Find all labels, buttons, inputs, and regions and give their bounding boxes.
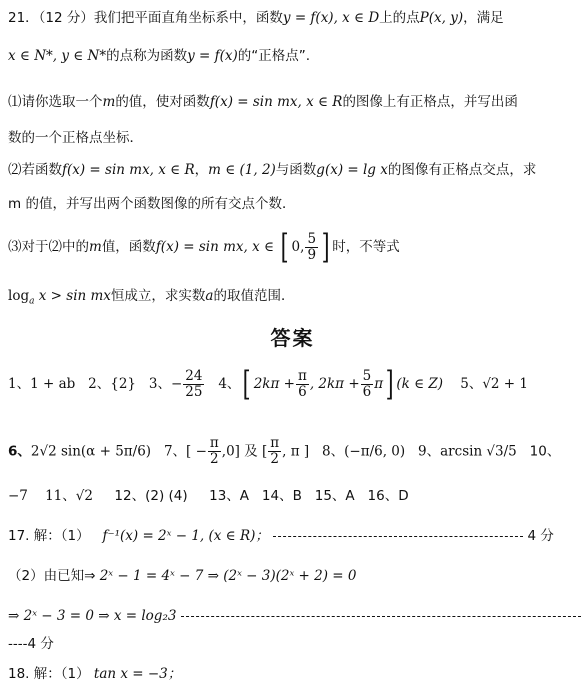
q21-p2-text: ， xyxy=(194,162,209,178)
q21-part3-line-1 xyxy=(8,227,579,267)
answer-14: 14、B xyxy=(261,488,302,504)
fraction-numerator: π xyxy=(297,367,307,384)
fraction-denominator: 25 xyxy=(185,383,203,400)
solution-17-line-2 xyxy=(8,566,579,586)
q21-part1-line-1 xyxy=(8,92,579,112)
fraction-numerator: π xyxy=(209,435,219,451)
log-base: a xyxy=(29,296,35,307)
answer-13: 13、A xyxy=(209,488,250,504)
fraction-denominator: 6 xyxy=(298,383,307,400)
q21-p2-function: f(x) = sin mx, x ∈ R xyxy=(62,162,195,178)
solution-17-line-1 xyxy=(8,526,579,546)
answer-4-domain: (k ∈ Z) xyxy=(396,376,444,392)
answer-10-label: 10、 xyxy=(529,443,561,460)
solution-17-line-3 xyxy=(8,606,579,626)
q21-p2-g: g(x) = lg x xyxy=(316,162,388,178)
solution-18-eq: tan x = −3； xyxy=(93,666,182,682)
q21-part3-line-2 xyxy=(8,286,579,312)
q21-p1-text: 的图像上有正格点，并写出函 xyxy=(342,94,518,110)
q21-p3-m: m xyxy=(89,239,102,255)
answer-11: 11、√2 xyxy=(45,488,93,504)
q21-p2-m-range: m ∈ (1, 2) xyxy=(208,162,276,178)
q21-line-1 xyxy=(8,8,579,28)
dashed-line xyxy=(273,536,523,537)
answer-heading: 答案 xyxy=(270,326,315,350)
answer-4-fraction-1 xyxy=(296,369,309,400)
q21-function-def: y = f(x), x ∈ D xyxy=(282,10,380,26)
q21-p3-text: 恒成立，求实数 xyxy=(110,288,206,304)
fraction-numerator: 5 xyxy=(362,367,372,384)
answer-16: 16、D xyxy=(367,488,409,504)
answer-6: 2√2 sin(α + 5π/6) xyxy=(30,443,152,460)
q21-text: 上的点 xyxy=(379,10,420,26)
solution-17-score-2: ----4 分 xyxy=(8,636,54,652)
q21-function: y = f(x) xyxy=(187,48,238,64)
answer-4-part: π xyxy=(374,376,384,392)
solution-17-p2-eq: 2ˣ − 1 = 4ˣ − 7 ⇒ (2ˣ − 3)(2ˣ + 2) = 0 xyxy=(99,568,357,584)
q21-text: 的“正格点”. xyxy=(237,48,311,64)
q21-p3-zero: 0, xyxy=(291,239,305,255)
q21-p3-function: f(x) = sin mx, x ∈ xyxy=(155,239,274,255)
answers-row-2 xyxy=(8,436,579,467)
left-bracket: [ xyxy=(243,364,252,404)
answer-8: 8、(−π/6, 0) xyxy=(322,443,406,460)
q21-part2-line-1 xyxy=(8,160,579,180)
answer-7-part: , π ] xyxy=(282,443,310,460)
answers-row-1 xyxy=(8,366,579,402)
q21-part2-line-2 xyxy=(8,194,579,214)
q21-p1-text: 的值，使对函数 xyxy=(115,94,210,110)
q21-number-text: 21．（12 分）我们把平面直角坐标系中，函数 xyxy=(8,10,283,26)
q21-p3-text: 时，不等式 xyxy=(332,239,400,255)
q21-point: P(x, y) xyxy=(419,10,464,26)
q21-p1-m: m xyxy=(102,94,116,110)
answer-7-part: ,0] 及 [ xyxy=(221,443,268,460)
answer-9: 9、arcsin √3/5 xyxy=(418,443,517,460)
answer-10: −7 xyxy=(8,488,28,504)
q21-text: 的点称为函数 xyxy=(106,48,188,64)
answer-3-fraction xyxy=(183,369,204,400)
answer-2: 2、{2} xyxy=(88,376,136,392)
q21-p3-inequality: x > sin mx xyxy=(38,288,111,304)
answer-5: 5、√2 + 1 xyxy=(460,376,528,392)
answer-4-label: 4、 xyxy=(218,376,241,392)
solution-17-eq1: f⁻¹(x) = 2ˣ − 1, (x ∈ R)； xyxy=(102,528,269,544)
answer-1: 1、1 + ab xyxy=(8,376,76,392)
left-bracket: [ xyxy=(280,227,289,267)
fraction-denominator: 2 xyxy=(210,451,219,467)
q21-p2-text: m 的值，并写出两个函数图像的所有交点个数． xyxy=(8,196,296,212)
q21-p2-text: 与函数 xyxy=(275,162,317,178)
log-text: log xyxy=(8,288,30,304)
fraction-denominator: 9 xyxy=(307,246,317,263)
solution-17-head: 17. 解：（1） xyxy=(8,528,90,544)
answer-12: 12、(2) (4) xyxy=(114,488,188,504)
answer-3-label: 3、− xyxy=(148,376,183,392)
q21-line-2 xyxy=(8,46,579,66)
q21-text: ，满足 xyxy=(463,10,504,26)
solution-17-p2-label: （2）由已知⇒ xyxy=(8,568,96,584)
q21-p3-fraction xyxy=(305,232,318,263)
fraction-denominator: 2 xyxy=(270,451,280,467)
solution-18-head: 18. 解：（1） xyxy=(8,666,90,682)
q21-p3-a: a xyxy=(205,288,214,304)
q21-p3-text: 的取值范围． xyxy=(213,288,295,304)
answer-6-label: 6、 xyxy=(8,443,31,460)
q21-p3-text: ⑶对于⑵中的 xyxy=(8,239,89,255)
fraction-denominator: 6 xyxy=(362,383,372,400)
answer-4-part: 2kπ + xyxy=(253,376,295,392)
q21-p2-text: 的图像有正格点交点，求 xyxy=(387,162,537,178)
q21-p3-text: 值，函数 xyxy=(101,239,156,255)
answer-7-label: 7、[ − xyxy=(163,443,207,460)
q21-p1-text: 数的一个正格点坐标． xyxy=(8,130,143,146)
answers-row-3 xyxy=(8,486,579,506)
q21-p2-text: ⑵若函数 xyxy=(8,162,62,178)
right-bracket: ] xyxy=(321,227,330,267)
q21-p1-text: ⑴请你选取一个 xyxy=(8,94,103,110)
solution-18-line-1 xyxy=(8,664,579,684)
answer-4-fraction-2 xyxy=(361,369,374,400)
solution-17-score: 4 分 xyxy=(527,528,554,544)
q21-condition: x ∈ N*, y ∈ N* xyxy=(8,48,107,64)
q21-part1-line-2 xyxy=(8,128,579,148)
dashed-line xyxy=(181,616,581,617)
fraction-numerator: 5 xyxy=(307,230,317,247)
answer-7-fraction-2 xyxy=(268,436,281,467)
answer-7-fraction-1 xyxy=(208,436,221,467)
answer-15: 15、A xyxy=(314,488,355,504)
fraction-numerator: π xyxy=(270,435,280,451)
q21-p1-function: f(x) = sin mx, x ∈ R xyxy=(209,94,343,110)
right-bracket: ] xyxy=(385,364,394,404)
fraction-numerator: 24 xyxy=(185,367,203,384)
answer-4-part: , 2kπ + xyxy=(309,376,360,392)
solution-17-line-4 xyxy=(8,634,579,654)
solution-17-p3-eq: ⇒ 2ˣ − 3 = 0 ⇒ x = log₂3 xyxy=(8,608,177,624)
